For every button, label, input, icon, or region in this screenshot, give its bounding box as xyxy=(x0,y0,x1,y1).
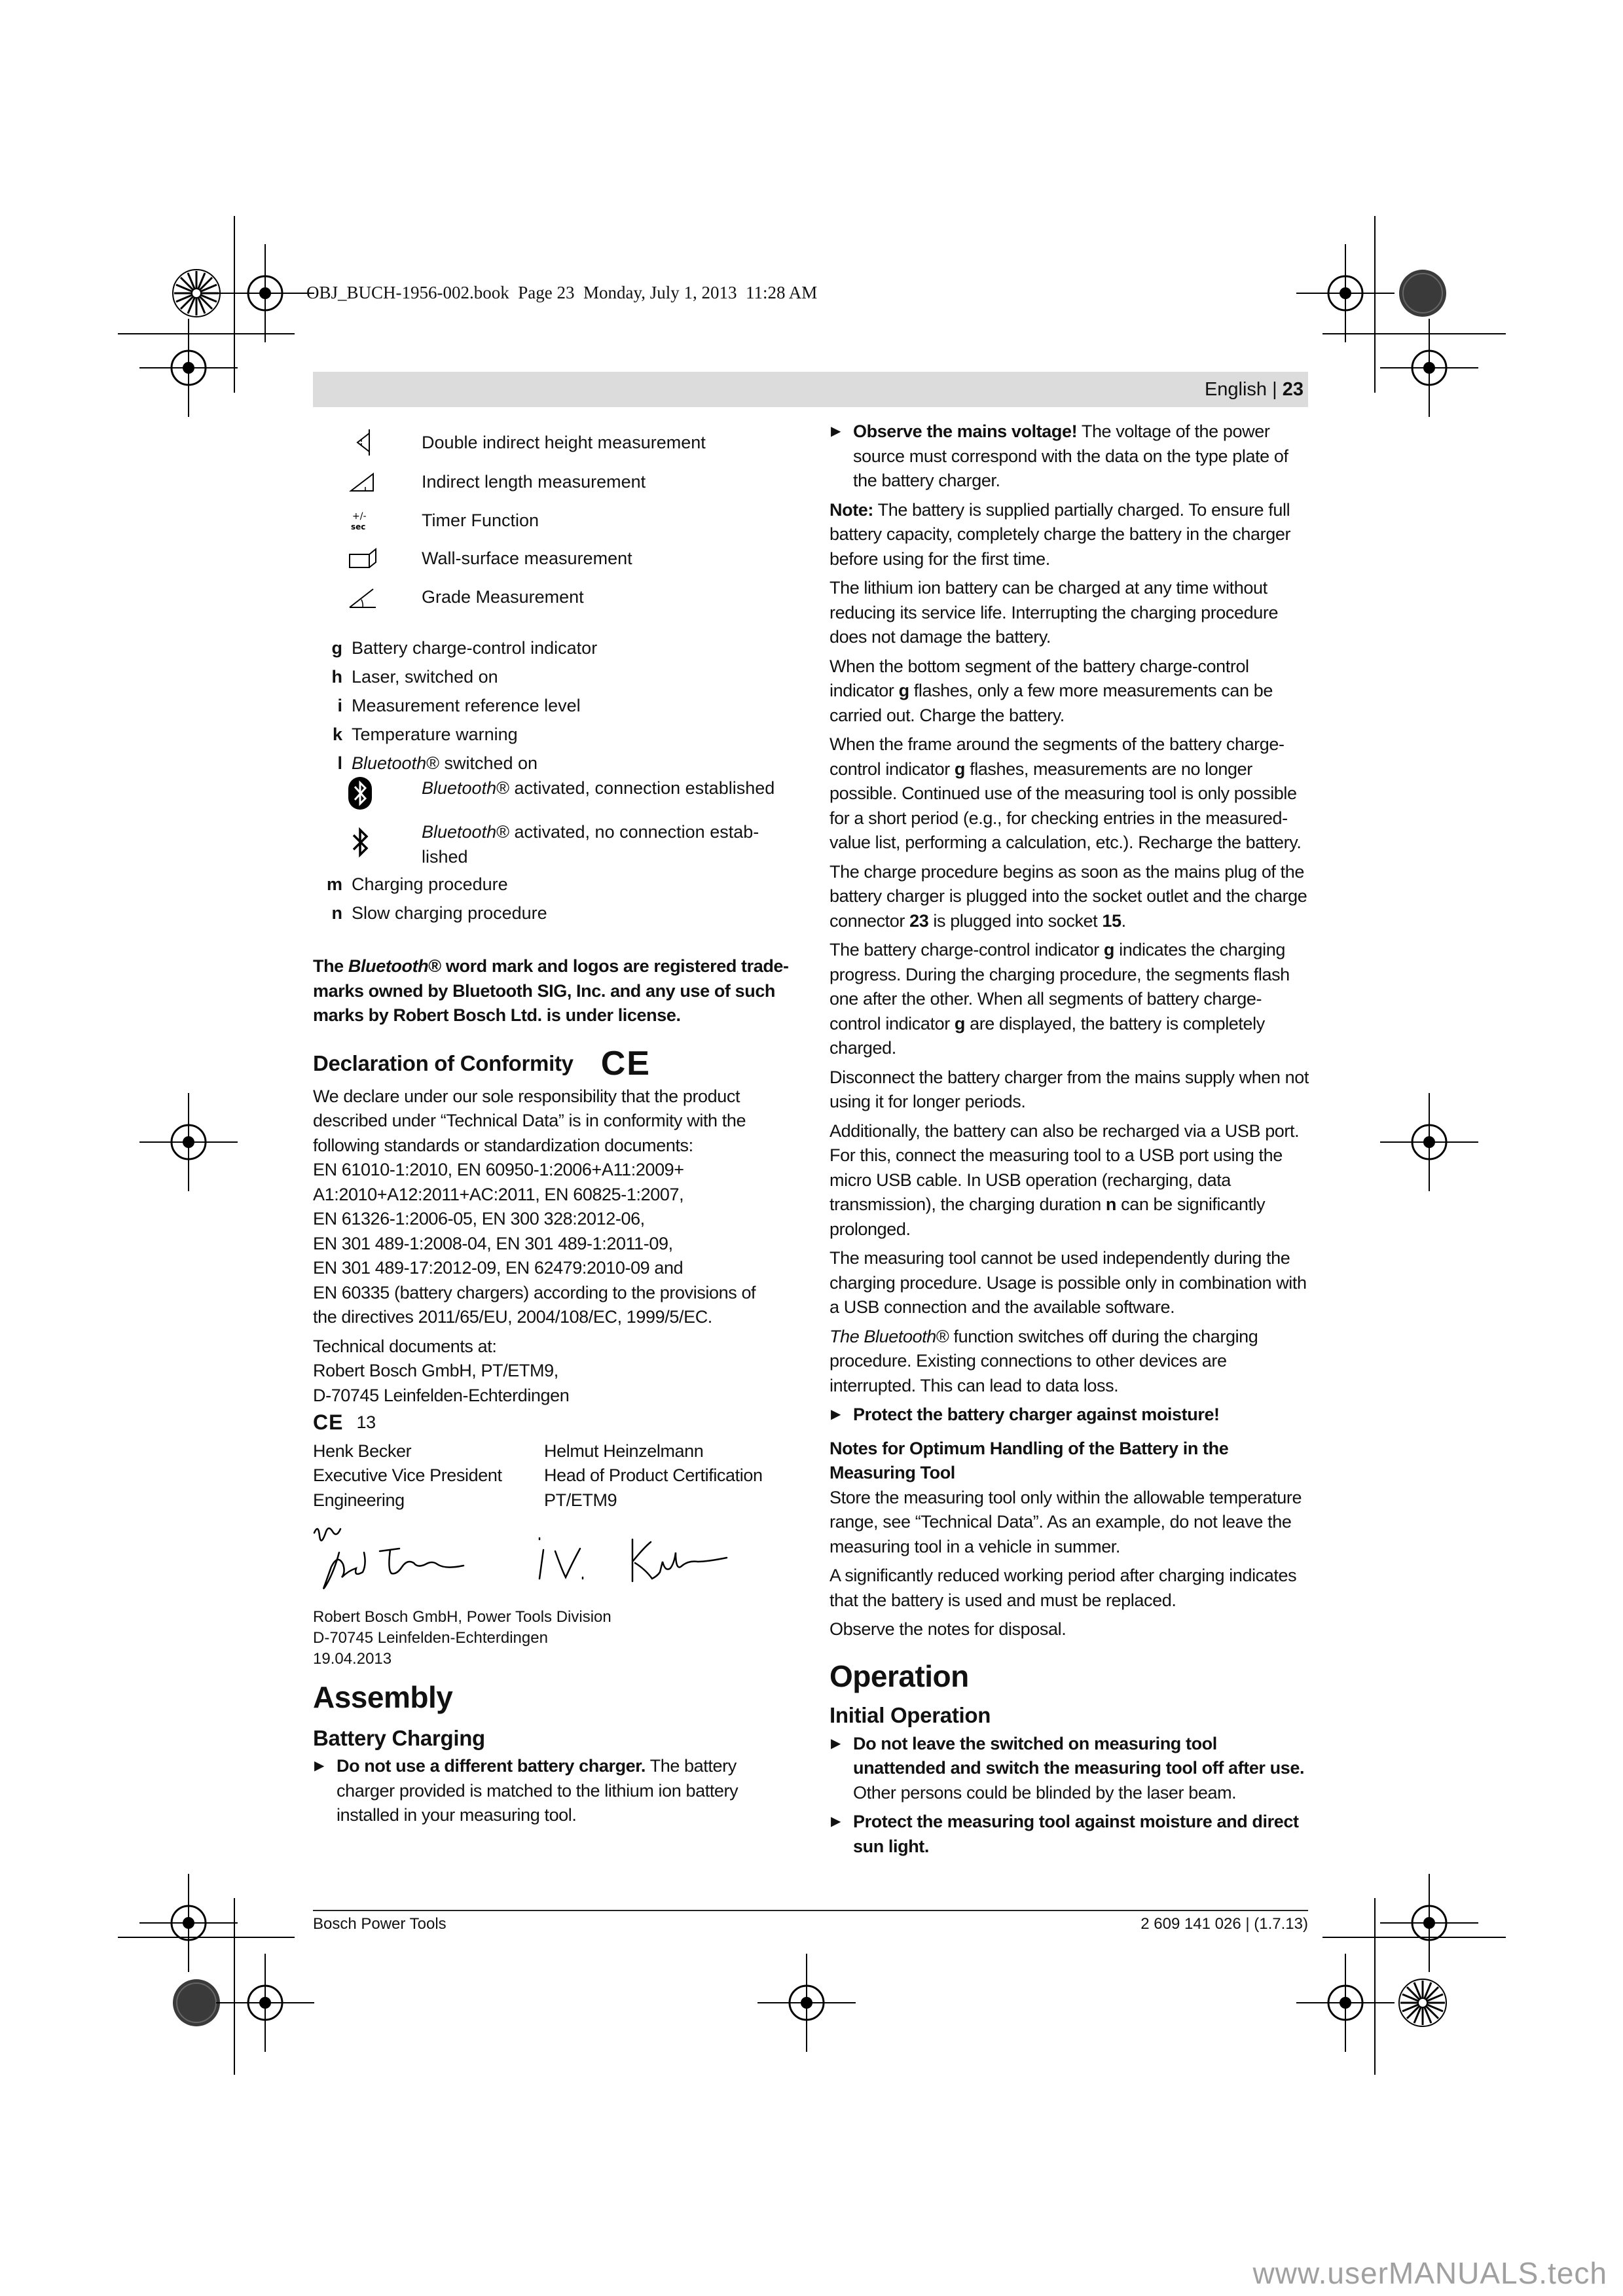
mode-item xyxy=(347,504,539,537)
declaration-body: We declare under our sole responsibility that the product described under “Technical Data” is in conformity with the following standards or standardization documents: xyxy=(313,1086,746,1155)
legend-text: Charging procedure xyxy=(352,874,508,894)
ce-year: 13 xyxy=(356,1412,376,1432)
paragraph-indicator: The battery charge-control indicator g indicates the charging progress. During the charging procedure, the segments flash one after the other. When all segments of battery charge-control indicator g are displayed, the battery is completely charged. xyxy=(830,940,1290,1058)
bluetooth-word: Bluetooth xyxy=(422,822,497,842)
battery-charging-title: Battery Charging xyxy=(313,1725,485,1750)
signatures xyxy=(308,1520,779,1611)
header-language: English xyxy=(1204,379,1267,400)
bullet-mains-voltage: ▶ Observe the mains voltage! The voltage of the power source must correspond with the data on the type plate of the battery charger. xyxy=(830,420,1311,493)
header-bar xyxy=(313,372,1308,407)
legend-key: i xyxy=(337,696,342,715)
paragraph-bluetooth-off: The Bluetooth® function switches off during the charging procedure. Existing connections to other devices are interrupted. This can lead to data loss. xyxy=(830,1326,1258,1395)
notes-heading: Notes for Optimum Handling of the Battery in the Measuring Tool xyxy=(830,1438,1229,1482)
mode-item xyxy=(347,426,706,459)
bluetooth-icon xyxy=(347,825,373,860)
legend-text: ® switched on xyxy=(426,753,538,773)
page-number: 23 xyxy=(1282,379,1304,400)
legend-list-2 xyxy=(313,870,547,927)
paragraph-reduced: A significantly reduced working period after charging indicates that the battery is used and must be replaced. xyxy=(830,1566,1297,1610)
legend-key: n xyxy=(331,903,342,923)
svg-text:+/-: +/- xyxy=(352,511,367,522)
mode-item xyxy=(347,465,646,498)
paragraph-disposal: Observe the notes for disposal. xyxy=(830,1619,1067,1639)
legend-key: h xyxy=(331,667,342,687)
declaration-heading xyxy=(313,1044,797,1083)
double-indirect-height-icon xyxy=(347,428,378,457)
paragraph-charge-begin: The charge procedure begins as soon as the mains plug of the battery charger is plugged into the socket outlet and the charge connector 23 is plugged into socket 15. xyxy=(830,861,1307,931)
mode-label: Timer Function xyxy=(422,510,539,530)
trademark-notice: The Bluetooth® word mark and logos are registered trade-marks owned by Bluetooth SIG, Inc. and any use of such marks by Robert Bosch Ltd. is under license. xyxy=(313,956,789,1025)
assembly-title: Assembly xyxy=(313,1680,453,1714)
legend-text: Laser, switched on xyxy=(352,667,498,687)
footer-right: 2 609 141 026 | (1.7.13) xyxy=(1140,1915,1308,1933)
legend-item xyxy=(313,749,597,778)
bluetooth-state xyxy=(347,822,759,867)
paragraph-frame: When the frame around the segments of the battery charge-control indicator g flashes, measurements are no longer possible. Continued use of the measuring tool is only possible for a short period (e.g., for checking entries in the measured-value list, performing a calculation, etc.). Recharge the battery. xyxy=(830,734,1302,852)
ce-mark-small: CE xyxy=(313,1410,344,1434)
mode-label: Double indirect height measurement xyxy=(422,432,706,452)
note-paragraph: Note: The battery is supplied partially charged. To ensure full battery capacity, completely charge the battery in the charger before using for the first time. xyxy=(830,499,1291,569)
mode-label: Wall-surface measurement xyxy=(422,548,632,568)
legend-item xyxy=(313,662,597,691)
legend-key: l xyxy=(337,753,342,773)
signer-2: Helmut Heinzelmann Head of Product Certification PT/ETM9 xyxy=(544,1441,763,1510)
bullet-unattended: ▶ Do not leave the switched on measuring tool unattended and switch the measuring tool off after use. Other persons could be blinded by the laser beam. xyxy=(830,1732,1311,1806)
print-slug: OBJ_BUCH-1956-002.book Page 23 Monday, July 1, 2013 11:28 AM xyxy=(306,283,818,302)
legend-item xyxy=(313,870,547,899)
ce-mark: CE xyxy=(600,1044,651,1083)
footer-left: Bosch Power Tools xyxy=(313,1915,447,1933)
svg-text:sec: sec xyxy=(351,522,366,531)
bullet-protect: ▶ Protect the measuring tool against moisture and direct sun light. xyxy=(830,1810,1311,1859)
mode-item xyxy=(347,542,632,575)
bullet-charger-warning: ▶ Do not use a different battery charger. The battery charger provided is matched to the lithium ion battery installed in your measuring tool. xyxy=(313,1754,797,1828)
legend-list xyxy=(313,634,597,778)
page-header xyxy=(1205,376,1304,403)
bluetooth-state-text: ® activated, no connection estab-lished xyxy=(422,822,759,867)
legend-item xyxy=(313,691,597,720)
legend-text: Battery charge-control indicator xyxy=(352,638,598,658)
bluetooth-connected-icon xyxy=(347,776,373,811)
legend-item xyxy=(313,634,597,662)
grade-icon xyxy=(347,583,378,611)
mode-label: Grade Measurement xyxy=(422,586,584,607)
legend-item xyxy=(313,899,547,927)
legend-text: Temperature warning xyxy=(352,725,518,744)
bluetooth-state xyxy=(347,776,775,817)
watermark: www.userMANUALS.tech xyxy=(1252,2256,1607,2290)
bluetooth-state-text: ® activated, connection established xyxy=(496,778,775,798)
legend-item xyxy=(313,720,597,749)
initial-operation-title: Initial Operation xyxy=(830,1703,991,1727)
legend-text: Slow charging procedure xyxy=(352,903,547,923)
left-column-lower xyxy=(313,954,797,1513)
legend-key: k xyxy=(332,725,342,744)
ce-year-line xyxy=(313,1410,797,1435)
paragraph-independent: The measuring tool cannot be used independently during the charging procedure. Usage is possible only in combination with a USB connection and the available software. xyxy=(830,1248,1307,1317)
paragraph-bottom-segment: When the bottom segment of the battery charge-control indicator g flashes, only a few more measurements can be carried out. Charge the battery. xyxy=(830,656,1273,725)
signer-1: Henk Becker Executive Vice President Engineering xyxy=(313,1441,502,1510)
paragraph-usb: Additionally, the battery can also be recharged via a USB port. For this, connect the measuring tool to a USB port using the micro USB cable. In USB operation (recharging, data transmission), the charging duration n can be significantly prolonged. xyxy=(830,1121,1300,1239)
paragraph-lithium: The lithium ion battery can be charged at any time without reducing its service life. Interrupting the charging procedure does not damage the battery. xyxy=(830,578,1279,647)
operation-title: Operation xyxy=(830,1659,969,1693)
footer-rule xyxy=(313,1910,1308,1911)
timer-icon xyxy=(347,506,378,535)
signers xyxy=(313,1439,797,1513)
standards-list: EN 61010-1:2010, EN 60950-1:2006+A11:2009+ A1:2010+A12:2011+AC:2011, EN 60825-1:2007, EN 61326-1:2006-05, EN 300 328:2012-06, EN 301 489-1:2008-04, EN 301 489-1:2011-09, EN 301 489-17:2012-09, EN 62479:2010-09 and EN 60335 (battery chargers) according to the provisions of the directives 2011/65/EU, 2004/108/EC, 1999/5/EC. xyxy=(313,1160,756,1327)
legend-key: m xyxy=(326,874,342,894)
bullet-moisture: ▶ Protect the battery charger against moisture! xyxy=(830,1403,1311,1427)
right-column xyxy=(830,420,1311,1863)
wall-surface-icon xyxy=(347,544,378,573)
legend-text-italic: Bluetooth xyxy=(352,753,427,773)
legend-key: g xyxy=(331,638,342,658)
legend-text: Measurement reference level xyxy=(352,696,581,715)
indirect-length-icon xyxy=(347,467,378,496)
declaration-title: Declaration of Conformity xyxy=(313,1050,574,1075)
header-separator: | xyxy=(1272,379,1277,400)
bluetooth-word: Bluetooth xyxy=(422,778,497,798)
paragraph-store: Store the measuring tool only within the allowable temperature range, see “Technical Data”. As an example, do not leave the measuring tool in a vehicle in summer. xyxy=(830,1487,1302,1556)
assembly-section xyxy=(313,1680,797,1833)
technical-docs: Technical documents at: Robert Bosch GmbH, PT/ETM9, D-70745 Leinfelden-Echterdingen xyxy=(313,1336,570,1405)
mode-label: Indirect length measurement xyxy=(422,471,646,492)
company-address: Robert Bosch GmbH, Power Tools Division D-70745 Leinfelden-Echterdingen 19.04.2013 xyxy=(313,1608,611,1668)
mode-item xyxy=(347,581,584,613)
paragraph-disconnect: Disconnect the battery charger from the mains supply when not using it for longer periods. xyxy=(830,1067,1309,1111)
